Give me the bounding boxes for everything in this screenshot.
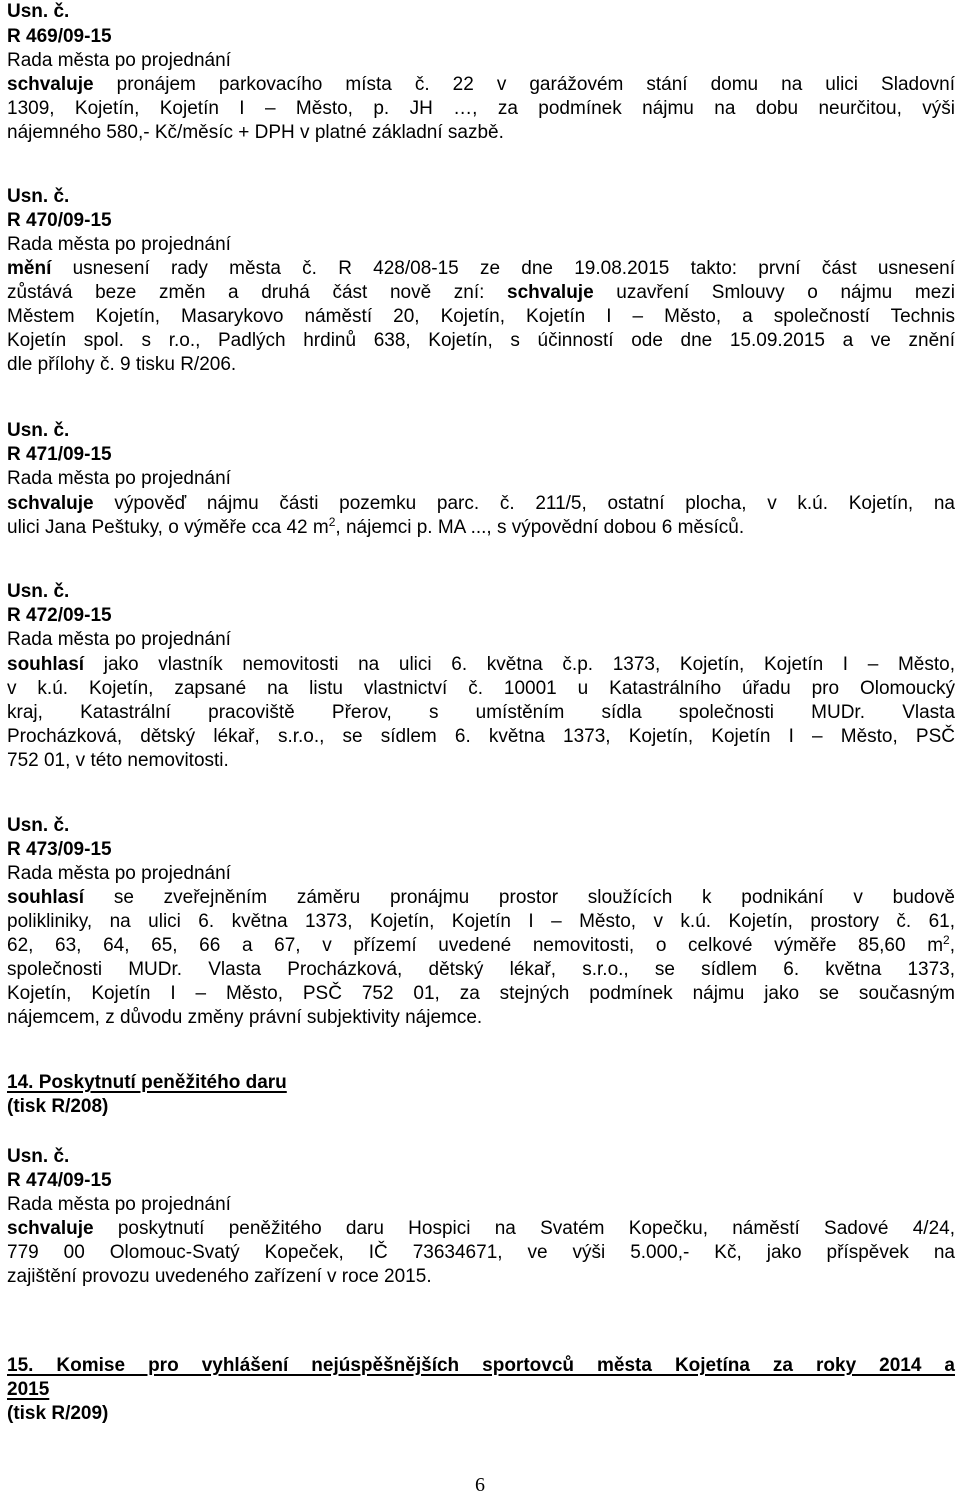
resolution-number: R 472/09-15 <box>7 605 112 626</box>
council-line: Rada města po projednání <box>7 234 231 255</box>
section-heading: 14. Poskytnutí peněžitého daru <box>7 1072 287 1093</box>
print-reference: (tisk R/209) <box>7 1403 109 1424</box>
resolution-text-line: společnosti MUDr. Vlasta Procházková, dětský lékař, s.r.o., se sídlem 6. května 1373, <box>7 959 955 980</box>
resolution-number: R 471/09-15 <box>7 444 112 465</box>
resolution-verb: schvaluje <box>7 1218 94 1239</box>
resolution-text-line: v k.ú. Kojetín, zapsané na listu vlastnictví č. 10001 u Katastrálního úřadu pro Olomoucký <box>7 678 955 699</box>
resolution-label: Usn. č. <box>7 420 70 441</box>
resolution-number: R 469/09-15 <box>7 26 112 47</box>
resolution-text-line: 779 00 Olomouc-Svatý Kopeček, IČ 73634671, ve výši 5.000,- Kč, jako příspěvek na <box>7 1242 955 1263</box>
resolution-text-line: kraj, Katastrální pracoviště Přerov, s umístěním sídla společnosti MUDr. Vlasta <box>7 702 955 723</box>
resolution-verb: mění <box>7 258 52 279</box>
resolution-label: Usn. č. <box>7 1146 70 1167</box>
resolution-text-line: nájemného 580,- Kč/měsíc + DPH v platné základní sazbě. <box>7 122 504 143</box>
resolution-label: Usn. č. <box>7 581 70 602</box>
resolution-text-line: ulici Jana Peštuky, o výměře cca 42 $m^2$, nájemci p. MA ..., s výpovědní dobou 6 měsíců. <box>7 515 745 538</box>
resolution-verb: schvaluje <box>7 74 94 95</box>
resolution-verb: souhlasí <box>7 887 85 908</box>
resolution-text-line: Městem Kojetín, Masarykovo náměstí 20, Kojetín, Kojetín I – Město, a společností Technis <box>7 306 955 327</box>
resolution-text-line: Kojetín, Kojetín I – Město, PSČ 752 01, za stejných podmínek nájmu jako se současným <box>7 983 955 1004</box>
resolution-text-line: 1309, Kojetín, Kojetín I – Město, p. JH …, za podmínek nájmu na dobu neurčitou, výši <box>7 98 955 119</box>
resolution-verb: schvaluje <box>7 493 94 514</box>
resolution-label: Usn. č. <box>7 1 70 22</box>
resolution-number: R 470/09-15 <box>7 210 112 231</box>
print-reference: (tisk R/208) <box>7 1096 109 1117</box>
page-number: 6 <box>475 1474 485 1496</box>
resolution-text-line: zůstává beze změn a druhá část nově zní: schvaluje uzavření Smlouvy o nájmu mezi <box>7 282 955 303</box>
council-line: Rada města po projednání <box>7 629 231 650</box>
resolution-text-line: schvaluje pronájem parkovacího místa č. 22 v garážovém stání domu na ulici Sladovní <box>7 74 955 95</box>
resolution-text-line: Kojetín spol. s r.o., Padlých hrdinů 638, Kojetín, s účinností ode dne 15.09.2015 a ve znění <box>7 330 955 351</box>
resolution-text-line: nájemcem, z důvodu změny právní subjektivity nájemce. <box>7 1007 483 1028</box>
council-line: Rada města po projednání <box>7 863 231 884</box>
resolution-text-line: souhlasí se zveřejněním záměru pronájmu prostor sloužících k podnikání v budově <box>7 887 955 908</box>
resolution-text-line: 752 01, v této nemovitosti. <box>7 750 229 771</box>
resolution-verb: schvaluje <box>507 282 594 303</box>
resolution-text-line: schvaluje výpověď nájmu části pozemku parc. č. 211/5, ostatní plocha, v k.ú. Kojetín, na <box>7 493 955 514</box>
resolution-text-line: zajištění provozu uvedeného zařízení v roce 2015. <box>7 1266 432 1287</box>
superscript: 2 <box>943 933 950 947</box>
resolution-text-line: schvaluje poskytnutí peněžitého daru Hospici na Svatém Kopečku, náměstí Sadové 4/24, <box>7 1218 955 1239</box>
resolution-label: Usn. č. <box>7 815 70 836</box>
resolution-text-line: souhlasí jako vlastník nemovitosti na ulici 6. května č.p. 1373, Kojetín, Kojetín I – Město, <box>7 654 955 675</box>
section-heading-continued: 2015 <box>7 1379 50 1400</box>
resolution-verb: souhlasí <box>7 654 85 675</box>
resolution-text-line: dle přílohy č. 9 tisku R/206. <box>7 354 237 375</box>
resolution-text-line: polikliniky, na ulici 6. května 1373, Kojetín, Kojetín I – Město, v k.ú. Kojetín, prostory č. 61, <box>7 911 955 932</box>
resolution-number: R 473/09-15 <box>7 839 112 860</box>
resolution-text-line: 62, 63, 64, 65, 66 a 67, v přízemí uvedené nemovitosti, o celkové výměře 85,60 $m^2$, <box>7 933 955 956</box>
council-line: Rada města po projednání <box>7 1194 231 1215</box>
resolution-text-line: mění usnesení rady města č. R 428/08-15 ze dne 19.08.2015 takto: první část usnesení <box>7 258 955 279</box>
superscript: 2 <box>328 515 336 529</box>
resolution-label: Usn. č. <box>7 186 70 207</box>
council-line: Rada města po projednání <box>7 50 231 71</box>
council-line: Rada města po projednání <box>7 468 231 489</box>
section-heading: 15. Komise pro vyhlášení nejúspěšnějších sportovců města Kojetína za roky 2014 a <box>7 1355 955 1376</box>
resolution-text-line: Procházková, dětský lékař, s.r.o., se sídlem 6. května 1373, Kojetín, Kojetín I – Město, PSČ <box>7 726 955 747</box>
resolution-number: R 474/09-15 <box>7 1170 112 1191</box>
